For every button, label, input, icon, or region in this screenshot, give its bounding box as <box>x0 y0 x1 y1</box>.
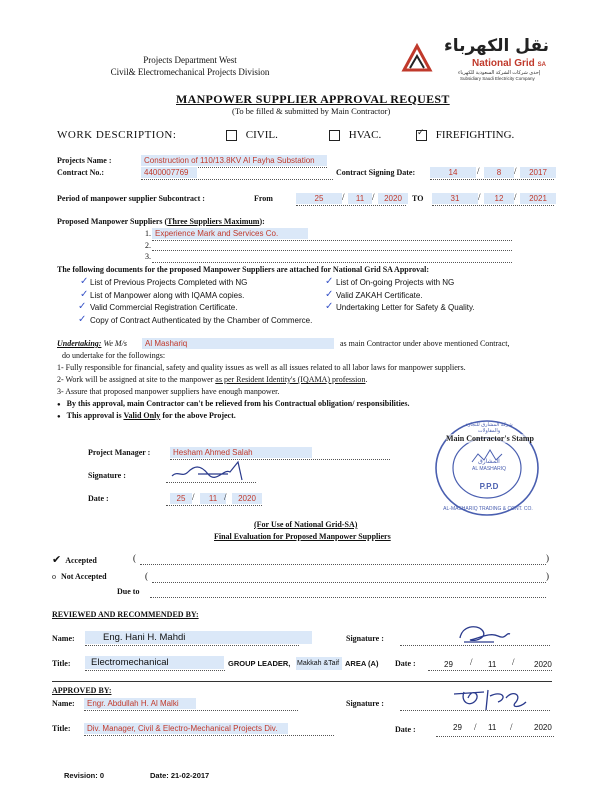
to-year-field[interactable]: 2021 <box>520 193 556 204</box>
reviewed-area-field[interactable]: Makkah &Taif <box>296 657 342 670</box>
civil-label: CIVIL. <box>245 129 278 141</box>
approved-heading: APPROVED BY: <box>52 686 112 695</box>
slash: / <box>514 166 517 176</box>
project-manager-label: Project Manager : <box>88 448 151 457</box>
document-1-check-icon[interactable]: ✓ <box>80 276 89 287</box>
undertaking-point-2: 2- Work will be assigned at site to the manpower as per Resident Identity's (IQAMA) profession. <box>57 375 368 384</box>
approved-name-label: Name: <box>52 699 75 708</box>
from-date-line <box>296 205 406 206</box>
slash: / <box>342 192 345 202</box>
approved-signature-label: Signature : <box>346 699 384 708</box>
from-month-field[interactable]: 11 <box>348 193 372 204</box>
approved-date-line <box>436 736 554 737</box>
reviewed-area-label: AREA (A) <box>345 659 379 668</box>
slash: / <box>474 722 477 732</box>
reviewed-name-field[interactable]: Eng. Hani H. Mahdi <box>85 631 312 644</box>
slash: / <box>372 192 375 202</box>
period-label: Period of manpower supplier Subcontract : <box>57 194 205 203</box>
stamp-ring-arabic: شركة المشارق للتجارة والمقاولات <box>465 422 513 434</box>
approved-name-line <box>84 710 298 711</box>
reviewed-name-label: Name: <box>52 634 75 643</box>
department-heading <box>100 54 280 78</box>
signing-day-field[interactable]: 14 <box>430 167 476 178</box>
not-accepted-paren-open: ( <box>145 571 148 581</box>
hvac-label: HVAC. <box>348 129 382 141</box>
accepted-paren-open: ( <box>133 553 136 563</box>
checked-icon: ✓ <box>417 126 425 137</box>
reviewed-date-label: Date : <box>395 659 416 668</box>
form-title: MANPOWER SUPPLIER APPROVAL REQUEST <box>176 92 450 106</box>
approved-date-day[interactable]: 29 <box>453 723 462 732</box>
pm-date-year[interactable]: 2020 <box>232 493 262 504</box>
reviewed-group-label: GROUP LEADER, <box>228 659 291 668</box>
stamp-label: Main Contractor's Stamp <box>446 434 534 443</box>
hvac-checkbox[interactable] <box>329 130 340 141</box>
signing-date-line <box>430 179 554 180</box>
slash: / <box>512 657 515 667</box>
undertaking-bullet-1: ● By this approval, main Contractor can't be relieved from his Contractual obligation/ responsibilities. <box>57 399 410 408</box>
period-to-label: TO <box>412 194 424 203</box>
accepted-label: Accepted <box>65 556 97 565</box>
approved-name-field[interactable]: Engr. Abdullah H. Al Malki <box>84 698 196 709</box>
department-line-2: Civil& Electromechanical Projects Division <box>110 67 270 77</box>
documents-heading: The following documents for the proposed Manpower Suppliers are attached for National Grid SA Approval: <box>57 265 430 274</box>
logo-emblem-icon <box>400 42 434 74</box>
slash: / <box>470 657 473 667</box>
pm-date-line <box>166 505 262 506</box>
project-name-field[interactable]: Construction of 110/13.8KV Al Fayha Substation <box>141 155 327 166</box>
not-accepted-label: Not Accepted <box>61 572 107 581</box>
undertaking-tail: as main Contractor under above mentioned Contract, <box>340 339 510 348</box>
contract-no-line <box>141 179 333 180</box>
reviewed-date-year[interactable]: 2020 <box>534 660 552 669</box>
firefighting-label: FIREFIGHTING. <box>435 129 515 141</box>
section-divider <box>52 681 552 682</box>
slash: / <box>514 192 517 202</box>
slash: / <box>510 722 513 732</box>
pm-signature-line <box>166 482 256 483</box>
signing-month-field[interactable]: 8 <box>484 167 514 178</box>
stamp-center-arabic: المشارق <box>478 459 500 465</box>
document-6-check-icon[interactable]: ✓ <box>325 301 334 312</box>
approved-title-line <box>84 735 334 736</box>
project-manager-field[interactable]: Hesham Ahmed Salah <box>170 447 312 458</box>
document-6-label: Undertaking Letter for Safety & Quality. <box>336 303 475 312</box>
from-year-field[interactable]: 2020 <box>378 193 408 204</box>
pm-signature-icon <box>168 458 268 482</box>
reviewed-signature-line <box>400 645 550 646</box>
reviewed-title-field[interactable]: Electromechanical <box>85 656 224 669</box>
approved-title-label: Title: <box>52 724 71 733</box>
work-civil-option[interactable] <box>226 129 278 141</box>
document-2-check-icon[interactable]: ✓ <box>325 276 334 287</box>
national-grid-logo <box>398 34 568 84</box>
period-from-label: From <box>254 194 273 203</box>
document-2-label: List of On-going Projects with NG <box>336 278 455 287</box>
approved-date-year[interactable]: 2020 <box>534 723 552 732</box>
contract-no-field[interactable]: 4400007769 <box>141 167 197 178</box>
logo-english-name: National Grid SA <box>472 58 546 69</box>
accepted-option[interactable] <box>52 553 97 566</box>
work-firefighting-option[interactable] <box>416 126 515 141</box>
contract-no-label: Contract No.: <box>57 168 105 177</box>
due-to-line[interactable] <box>150 597 546 598</box>
undertaking-line: Undertaking: We M/s <box>57 339 127 348</box>
from-day-field[interactable]: 25 <box>296 193 342 204</box>
document-1-label: List of Previous Projects Completed with NG <box>90 278 248 287</box>
slash: / <box>478 192 481 202</box>
not-accepted-reason-line[interactable] <box>152 582 546 583</box>
pm-signature-label: Signature : <box>88 471 126 480</box>
approved-title-field[interactable]: Div. Manager, Civil & Electro-Mechanical Projects Div. <box>84 723 288 734</box>
document-4-check-icon[interactable]: ✓ <box>325 289 334 300</box>
not-accepted-circle-icon[interactable]: o <box>52 572 56 581</box>
undertaking-bullet-2: ● This approval is Valid Only for the above Project. <box>57 411 236 420</box>
stamp-ring-text: AL-MASHARIQ TRADING & CONT. CO. <box>443 506 533 512</box>
slash: / <box>477 166 480 176</box>
reviewed-name-line <box>85 645 299 646</box>
to-day-field[interactable]: 31 <box>432 193 478 204</box>
undertaking-point-1: 1- Fully responsible for financial, safety and quality issues as well as all issues related to all labor laws for manpower suppliers. <box>57 363 466 372</box>
project-name-label: Projects Name : <box>57 156 112 165</box>
logo-arabic-name: نقل الكهرباء <box>444 36 550 56</box>
supplier-1-number: 1. <box>145 229 151 238</box>
pm-date-month[interactable]: 11 <box>200 493 226 504</box>
document-3-label: List of Manpower along with IQAMA copies. <box>90 291 245 300</box>
reviewed-date-month[interactable]: 11 <box>488 660 497 669</box>
accepted-check-icon[interactable]: ✔ <box>52 553 62 566</box>
stamp-ppd-text: P.P.D <box>479 482 499 491</box>
document-5-label: Valid Commercial Registration Certificate. <box>90 303 238 312</box>
document-7-label: Copy of Contract Authenticated by the Chamber of Commerce. <box>90 316 313 325</box>
approved-date-month[interactable]: 11 <box>488 723 497 732</box>
supplier-2-number: 2. <box>145 241 151 250</box>
to-date-line <box>432 205 554 206</box>
work-hvac-option[interactable] <box>329 129 381 141</box>
to-month-field[interactable]: 12 <box>484 193 514 204</box>
logo-subtitle-arabic: إحدى شركات الشركة السعودية للكهرباء <box>458 70 541 76</box>
reviewed-signature-label: Signature : <box>346 634 384 643</box>
contractor-stamp <box>424 408 554 520</box>
logo-subtitle-english: Subsidiary Saudi Electricity Company <box>460 76 535 81</box>
reviewed-signature-icon <box>454 620 514 648</box>
form-subtitle: (To be filled & submitted by Main Contractor) <box>232 106 391 116</box>
approved-date-label: Date : <box>395 725 416 734</box>
evaluation-title: Final Evaluation for Proposed Manpower Suppliers <box>214 532 391 541</box>
suppliers-label: Proposed Manpower Suppliers (Three Suppliers Maximum): <box>57 217 265 226</box>
reviewed-date-line <box>428 670 552 671</box>
due-to-label: Due to <box>117 587 140 596</box>
reviewed-title-label: Title: <box>52 659 71 668</box>
stamp-center-text: AL MASHARIQ <box>472 466 506 472</box>
approved-signature-line <box>400 710 550 711</box>
accepted-reason-line[interactable] <box>140 564 546 565</box>
for-use-heading: (For Use of National Grid-SA) <box>254 520 358 529</box>
supplier-1-line <box>152 240 512 241</box>
firefighting-checkbox[interactable] <box>416 126 427 141</box>
footer-date: Date: 21-02-2017 <box>150 771 210 780</box>
document-7-check-icon[interactable]: ✓ <box>78 314 87 325</box>
document-5-check-icon[interactable]: ✓ <box>78 301 87 312</box>
footer-revision: Revision: 0 <box>64 771 105 780</box>
signing-year-field[interactable]: 2017 <box>520 167 556 178</box>
supplier-3-line <box>152 262 512 263</box>
signing-date-label: Contract Signing Date: <box>336 168 416 177</box>
supplier-3-number: 3. <box>145 252 151 261</box>
not-accepted-paren-close: ) <box>546 571 549 581</box>
reviewed-date-day[interactable]: 29 <box>444 660 453 669</box>
pm-date-day[interactable]: 25 <box>170 493 192 504</box>
reviewed-title-line <box>85 670 225 671</box>
undertaking-company-field[interactable]: Al Mashariq <box>142 338 334 349</box>
accepted-paren-close: ) <box>546 553 549 563</box>
department-line-1: Projects Department West <box>143 55 237 65</box>
reviewed-heading: REVIEWED AND RECOMMENDED BY: <box>52 610 199 619</box>
pm-date-label: Date : <box>88 494 109 503</box>
slash: / <box>192 492 195 502</box>
not-accepted-option[interactable] <box>52 572 107 581</box>
supplier-2-line <box>152 250 512 251</box>
work-description-label: WORK DESCRIPTION: <box>57 129 177 141</box>
undertaking-point-3: 3- Assure that proposed manpower suppliers have enough manpower. <box>57 387 280 396</box>
supplier-1-field[interactable]: Experience Mark and Services Co. <box>152 228 308 239</box>
civil-checkbox[interactable] <box>226 130 237 141</box>
slash: / <box>224 492 227 502</box>
document-4-label: Valid ZAKAH Certificate. <box>336 291 423 300</box>
document-3-check-icon[interactable]: ✓ <box>80 289 89 300</box>
undertaking-line-2: do undertake for the followings: <box>62 351 166 360</box>
